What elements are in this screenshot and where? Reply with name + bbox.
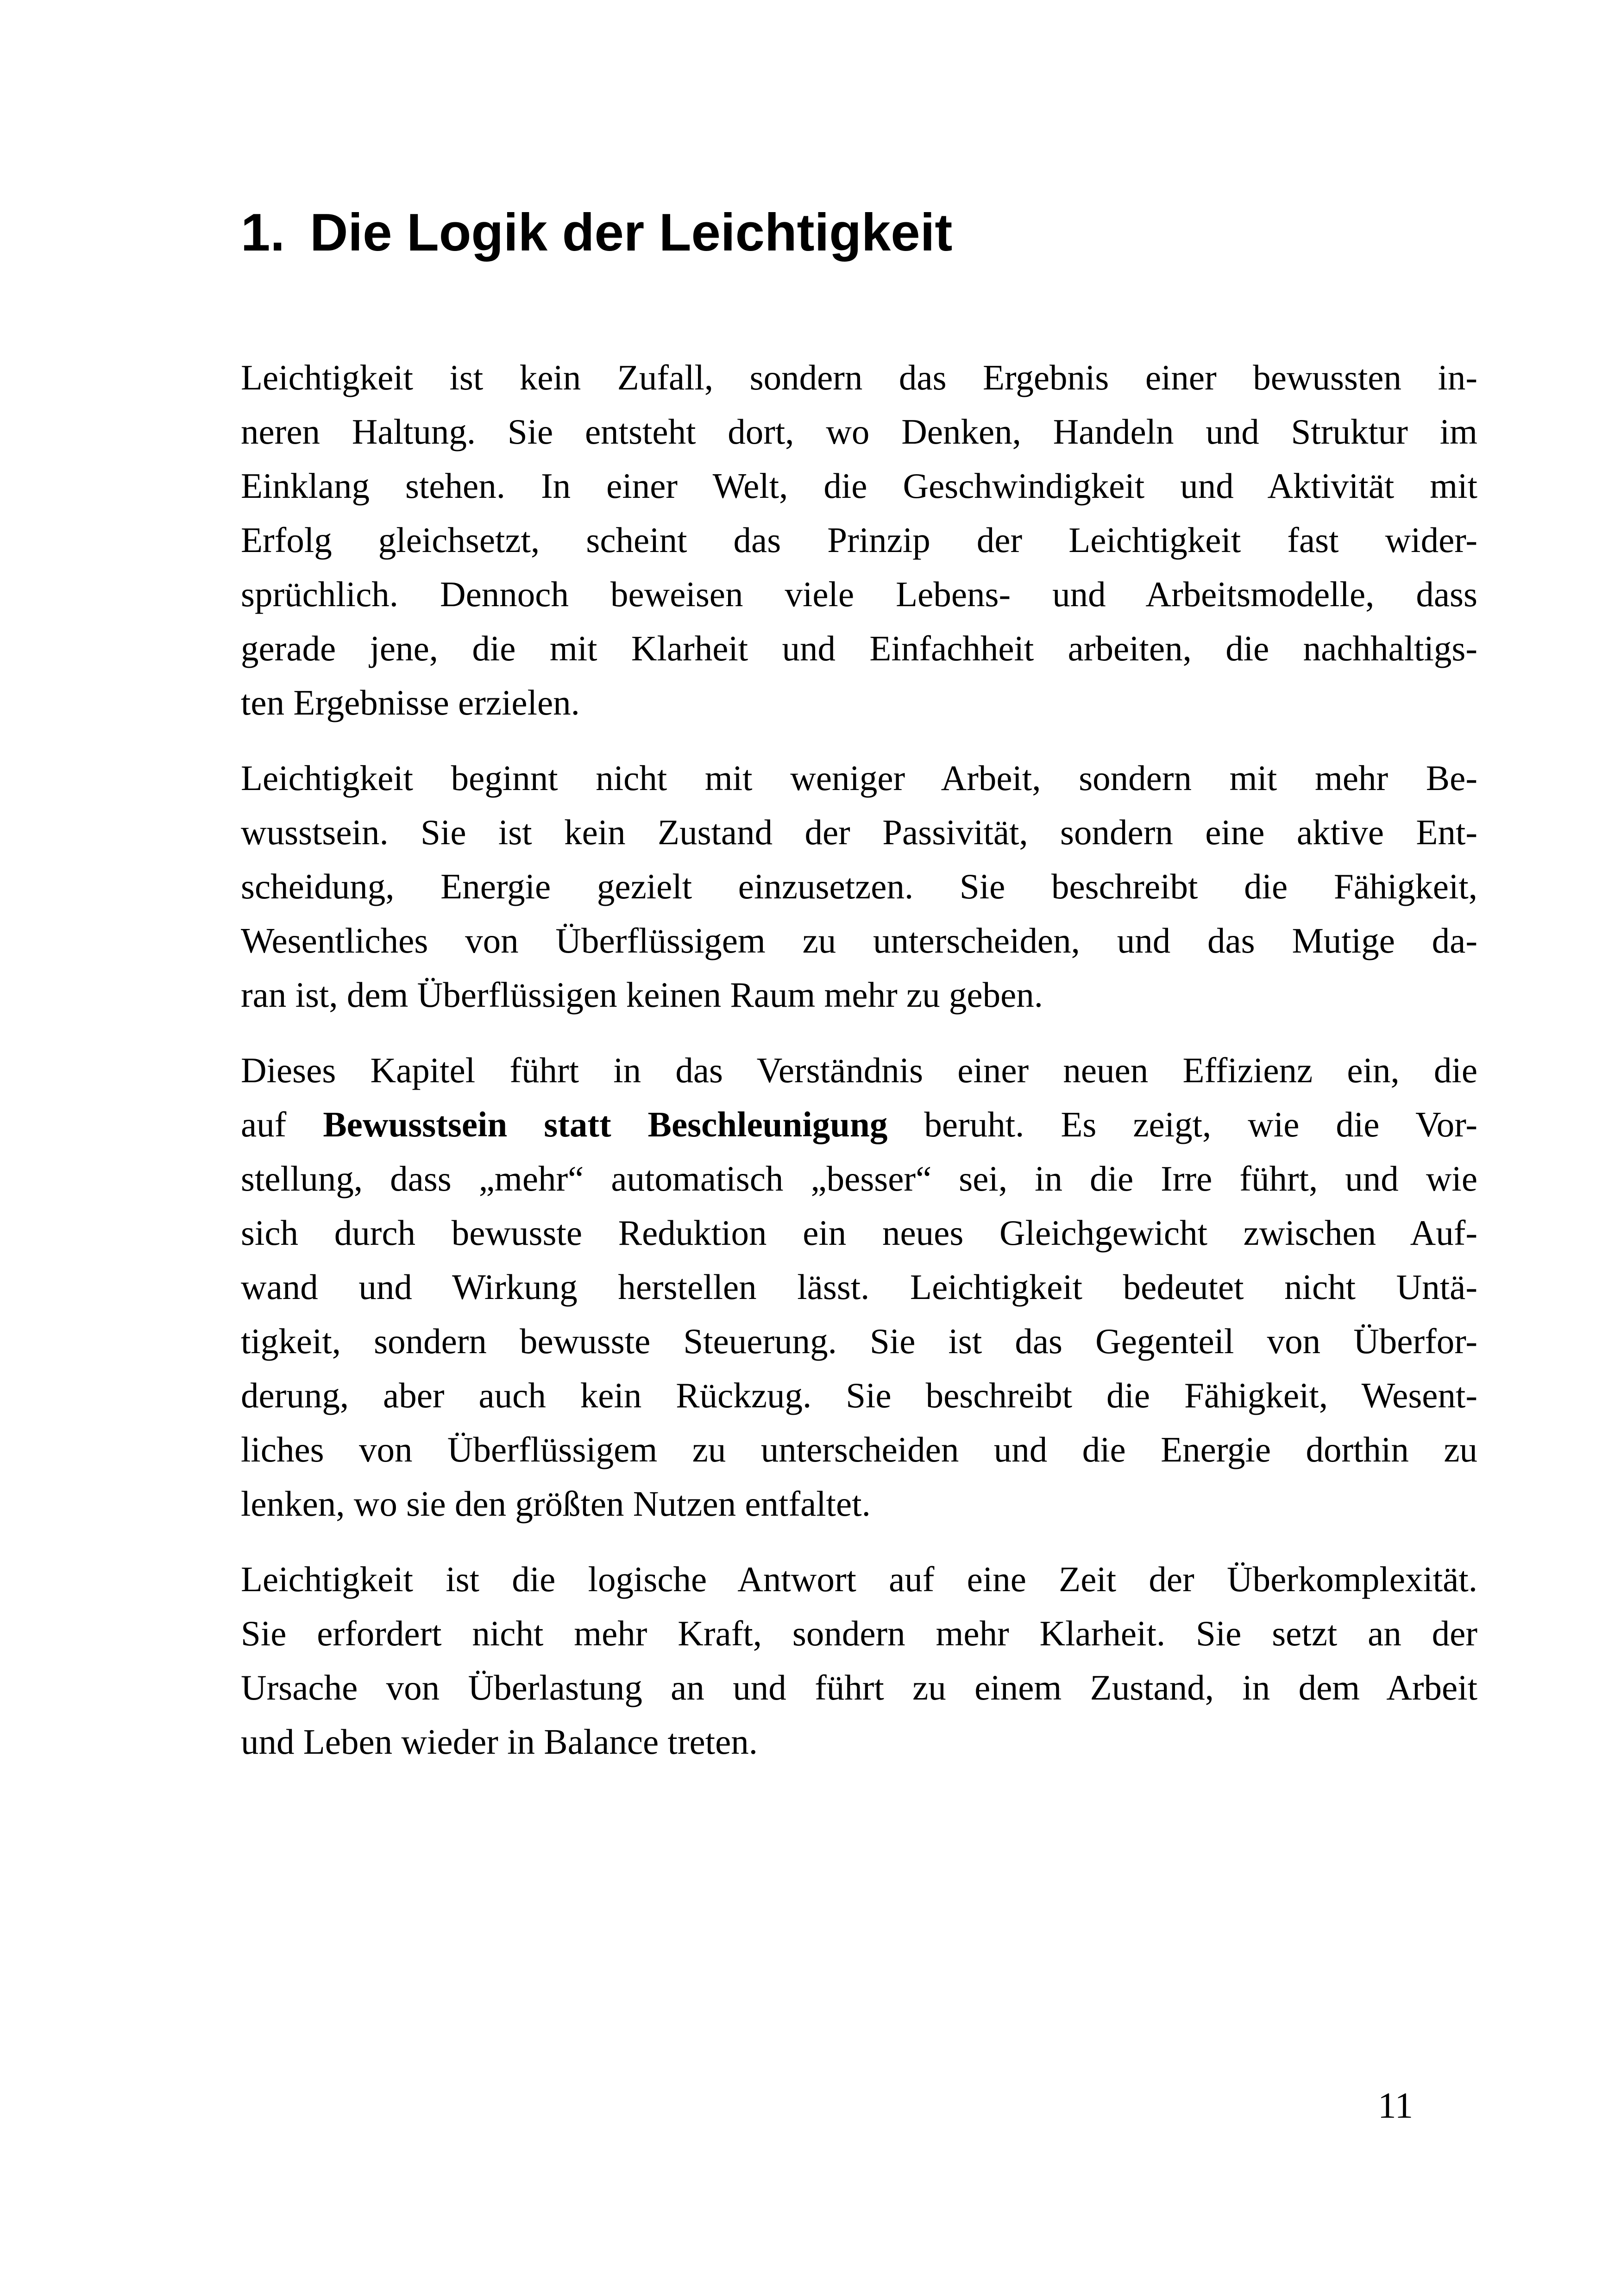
- bold-emphasis: Bewusstsein statt Beschleunigung: [323, 1104, 888, 1144]
- text-line: Dieses Kapitel führt in das Verständnis einer neuen Effizienz ein, die: [241, 1050, 1477, 1090]
- text-line: Sie erfordert nicht mehr Kraft, sondern mehr Klarheit. Sie setzt an der: [241, 1613, 1477, 1653]
- text-line: ten Ergebnisse erzielen.: [241, 682, 580, 722]
- text-line: Ursache von Überlastung an und führt zu einem Zustand, in dem Arbeit: [241, 1667, 1477, 1707]
- text-line: scheidung, Energie gezielt einzusetzen. Sie beschreibt die Fähigkeit,: [241, 866, 1477, 906]
- text-line: Leichtigkeit ist die logische Antwort auf eine Zeit der Überkomplexität.: [241, 1559, 1477, 1599]
- text-line: Leichtigkeit beginnt nicht mit weniger Arbeit, sondern mit mehr Be-: [241, 758, 1477, 798]
- paragraph: [241, 1552, 1477, 1769]
- text-line: tigkeit, sondern bewusste Steuerung. Sie ist das Gegenteil von Überfor-: [241, 1321, 1477, 1361]
- text-line: derung, aber auch kein Rückzug. Sie beschreibt die Fähigkeit, Wesent-: [241, 1375, 1477, 1415]
- text-line: sich durch bewusste Reduktion ein neues Gleichgewicht zwischen Auf-: [241, 1212, 1477, 1253]
- text-line: [241, 1098, 1477, 1152]
- text-line: lenken, wo sie den größten Nutzen entfaltet.: [241, 1483, 871, 1524]
- text-line: ran ist, dem Überflüssigen keinen Raum mehr zu geben.: [241, 974, 1043, 1015]
- chapter-title: [241, 200, 1477, 266]
- page-content: [241, 200, 1477, 1769]
- text-line: und Leben wieder in Balance treten.: [241, 1721, 758, 1762]
- text-line: Wesentliches von Überflüssigem zu unterscheiden, und das Mutige da-: [241, 920, 1477, 960]
- paragraph: [241, 351, 1477, 730]
- text-line: sprüchlich. Dennoch beweisen viele Lebens- und Arbeitsmodelle, dass: [241, 574, 1477, 614]
- text-line: Leichtigkeit ist kein Zufall, sondern das Ergebnis einer bewussten in-: [241, 357, 1477, 397]
- text-line: neren Haltung. Sie entsteht dort, wo Denken, Handeln und Struktur im: [241, 411, 1477, 452]
- paragraph: [241, 751, 1477, 1022]
- chapter-title-text: Die Logik der Leichtigkeit: [310, 203, 953, 262]
- text-line: wusstsein. Sie ist kein Zustand der Passivität, sondern eine aktive Ent-: [241, 812, 1477, 852]
- text-line: Erfolg gleichsetzt, scheint das Prinzip der Leichtigkeit fast wider-: [241, 520, 1477, 560]
- text-line: gerade jene, die mit Klarheit und Einfachheit arbeiten, die nachhaltigs-: [241, 628, 1477, 668]
- page-number: 11: [1378, 2086, 1414, 2126]
- text-line: wand und Wirkung herstellen lässt. Leichtigkeit bedeutet nicht Untä-: [241, 1267, 1477, 1307]
- chapter-number: 1.: [241, 203, 285, 262]
- paragraph: [241, 1043, 1477, 1531]
- text-line: liches von Überflüssigem zu unterscheiden und die Energie dorthin zu: [241, 1429, 1477, 1469]
- text-segment: auf: [241, 1104, 323, 1144]
- text-segment: beruht. Es zeigt, wie die Vor-: [887, 1104, 1477, 1144]
- text-line: Einklang stehen. In einer Welt, die Geschwindigkeit und Aktivität mit: [241, 465, 1477, 506]
- text-line: stellung, dass „mehr“ automatisch „besser“ sei, in die Irre führt, und wie: [241, 1158, 1477, 1198]
